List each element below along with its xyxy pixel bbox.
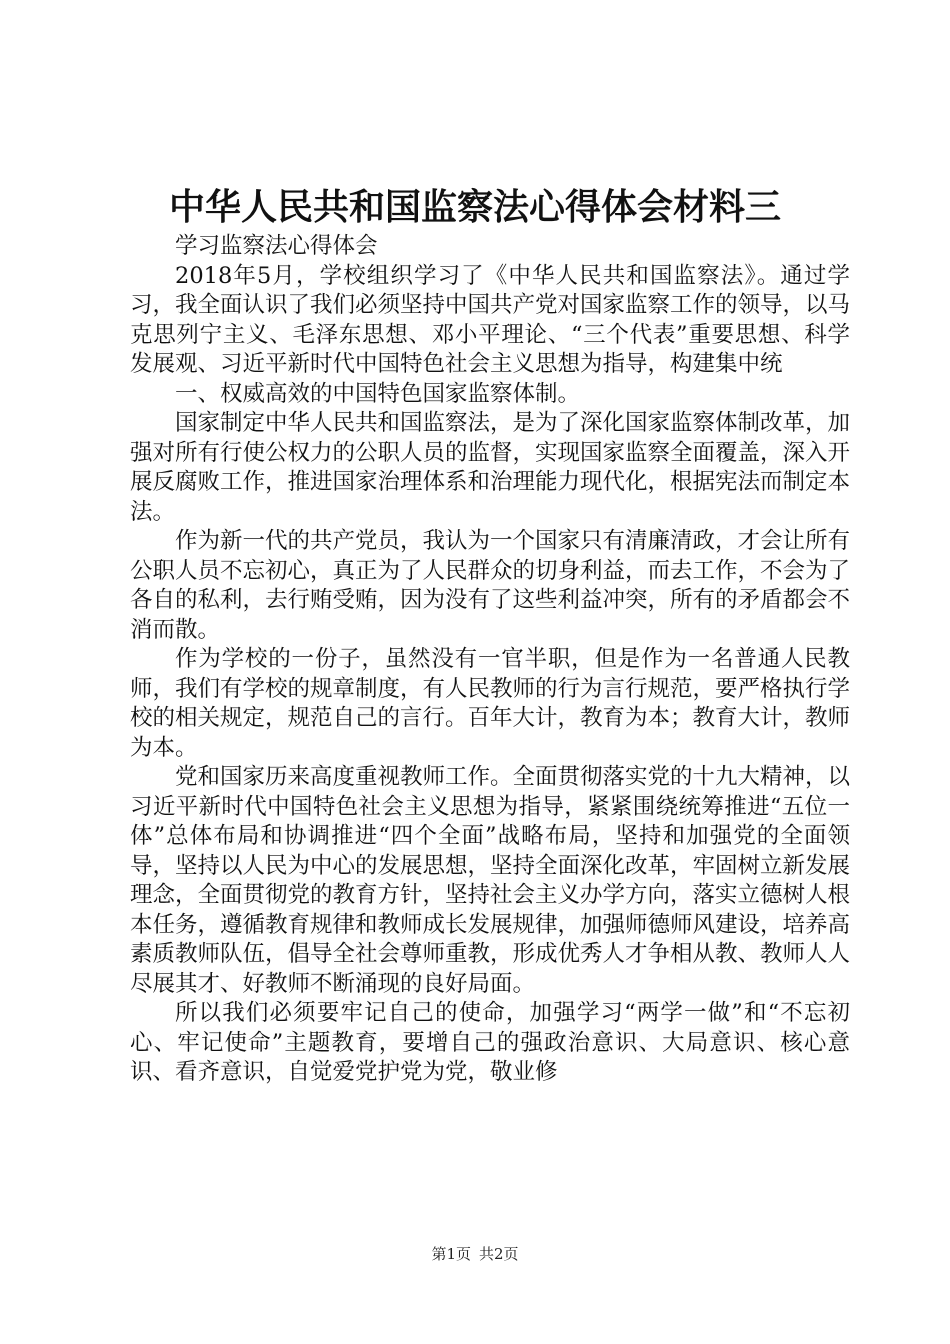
body-paragraph: 作为学校的一份子，虽然没有一官半职，但是作为一名普通人民教师，我们有学校的规章制度，有人民教师的行为言行规范，要严格执行学校的相关规定，规范自己的言行。百年大计，教育为本；教育大计，教师为本。 bbox=[130, 646, 851, 761]
body-paragraph: 国家制定中华人民共和国监察法，是为了深化国家监察体制改革，加强对所有行使公权力的公职人员的监督，实现国家监察全面覆盖，深入开展反腐败工作，推进国家治理体系和治理能力现代化，根据宪法而制定本法。 bbox=[130, 410, 851, 525]
body-paragraph: 作为新一代的共产党员，我认为一个国家只有清廉清政，才会让所有公职人员不忘初心，真正为了人民群众的切身利益，而去工作，不会为了各自的私利，去行贿受贿，因为没有了这些利益冲突，所有的矛盾都会不消而散。 bbox=[130, 528, 851, 643]
subtitle-paragraph: 学习监察法心得体会 bbox=[175, 233, 378, 259]
page-number: 第1页 bbox=[431, 1245, 471, 1263]
body-paragraph: 党和国家历来高度重视教师工作。全面贯彻落实党的十九大精神，以习近平新时代中国特色社会主义思想为指导，紧紧围绕统筹推进“五位一体”总体布局和协调推进“四个全面”战略布局，坚持和加强党的全面领导，坚持以人民为中心的发展思想，坚持全面深化改革，牢固树立新发展理念，全面贯彻党的教育方针，坚持社会主义办学方向，落实立德树人根本任务，遵循教育规律和教师成长发展规律，加强师德师风建设，培养高素质教师队伍，倡导全社会尊师重教，形成优秀人才争相从教、教师人人尽展其才、好教师不断涌现的良好局面。 bbox=[130, 764, 851, 997]
body-paragraph: 一、权威高效的中国特色国家监察体制。 bbox=[175, 380, 581, 407]
page-footer bbox=[0, 1244, 950, 1264]
body-paragraph: 2018年5月，学校组织学习了《中华人民共和国监察法》。通过学习，我全面认识了我们必须坚持中国共产党对国家监察工作的领导，以马克思列宁主义、毛泽东思想、邓小平理论、“三个代表”重要思想、科学发展观、习近平新时代中国特色社会主义思想为指导，构建集中统 bbox=[130, 262, 851, 377]
body-paragraph: 所以我们必须要牢记自己的使命，加强学习“两学一做”和“不忘初心、牢记使命”主题教育，要增自己的强政治意识、大局意识、核心意识、看齐意识，自觉爱党护党为党，敬业修 bbox=[130, 1000, 850, 1085]
document-body bbox=[130, 232, 850, 1088]
document-title: 中华人民共和国监察法心得体会材料三 bbox=[168, 186, 781, 228]
page-total: 共2页 bbox=[479, 1245, 519, 1263]
